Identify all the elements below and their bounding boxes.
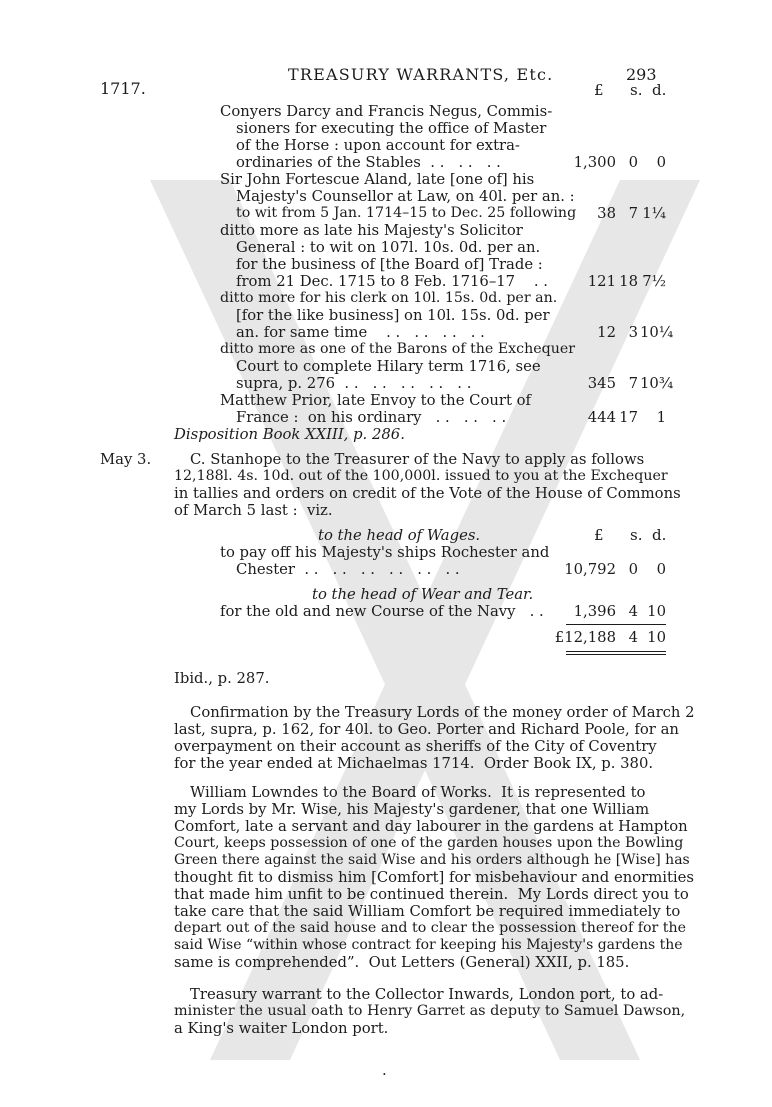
entry-line: Conyers Darcy and Francis Negus, Commis- — [220, 103, 553, 120]
amount-pounds: 1,300 — [573, 154, 616, 171]
entry-line: to pay off his Majesty's ships Rochester and — [220, 544, 550, 561]
amount-shillings: 18 — [619, 273, 638, 290]
entry-line: ditto more for his clerk on 10l. 15s. 0d. per an. — [220, 290, 558, 306]
entry-line: France : on his ordinary . . . . . . — [236, 409, 507, 426]
entry-line: ditto more as one of the Barons of the Exchequer — [220, 341, 576, 357]
entry-line: [for the like business] on 10l. 15s. 0d. per — [236, 307, 550, 324]
amount-pence: 0 — [656, 561, 666, 578]
amount-pence: 0 — [656, 154, 666, 171]
total-pence: 10 — [647, 629, 666, 646]
paragraph-line: last, supra, p. 162, for 40l. to Geo. Porter and Richard Poole, for an — [174, 721, 679, 738]
entry-line: sioners for executing the office of Master — [236, 120, 547, 137]
entry-line: in tallies and orders on credit of the Vote of the House of Commons — [174, 485, 681, 502]
paragraph-line: for the year ended at Michaelmas 1714. Order Book IX, p. 380. — [174, 755, 654, 772]
entry-line: of the Horse : upon account for extra- — [236, 137, 520, 154]
amount-pounds: 12 — [597, 324, 616, 341]
entry-line: Chester . . . . . . . . . . . . — [236, 561, 460, 578]
paragraph-line: same is comprehended”. Out Letters (General) XXII, p. 185. — [174, 954, 630, 971]
currency-pence-label: d. — [652, 526, 667, 544]
paragraph-line: William Lowndes to the Board of Works. It is represented to — [190, 784, 646, 801]
page-number: 293 — [626, 65, 657, 84]
paragraph-line: my Lords by Mr. Wise, his Majesty's gardener, that one William — [174, 801, 650, 818]
amount-pounds: 38 — [597, 205, 616, 222]
currency-shillings-label: s. — [630, 81, 643, 99]
paragraph-line: Confirmation by the Treasury Lords of the money order of March 2 — [190, 704, 695, 721]
entry-line: Majesty's Counsellor at Law, on 40l. per an. : — [236, 188, 575, 205]
section-heading: to the head of Wages. — [318, 527, 481, 544]
amount-shillings: 0 — [628, 561, 638, 578]
paragraph-line: Court, keeps possession of one of the garden houses upon the Bowling — [174, 835, 684, 851]
entry-line: for the old and new Course of the Navy . . — [220, 603, 544, 620]
amount-pence: 10 — [647, 603, 666, 620]
entry-line: Court to complete Hilary term 1716, see — [236, 358, 541, 375]
source-reference: Ibid., p. 287. — [174, 670, 270, 687]
currency-pence-label: d. — [652, 81, 667, 99]
currency-pounds-label: £ — [594, 526, 604, 544]
amount-shillings: 7 — [628, 205, 638, 222]
entry-line: ditto more as late his Majesty's Solicitor — [220, 222, 523, 239]
amount-shillings: 4 — [628, 603, 638, 620]
amount-pence: 10¼ — [640, 324, 674, 341]
paragraph-line: thought fit to dismiss him [Comfort] for misbehaviour and enormities — [174, 869, 695, 886]
footer-mark: . — [382, 1062, 387, 1079]
entry-line: Matthew Prior, late Envoy to the Court of — [220, 392, 532, 409]
entry-date: May 3. — [100, 451, 152, 468]
header-title: TREASURY WARRANTS, Etc. — [288, 65, 554, 84]
amount-pounds: 121 — [587, 273, 616, 290]
paragraph-line: a King's waiter London port. — [174, 1020, 389, 1037]
entry-line: an. for same time . . . . . . . . — [236, 324, 485, 341]
entry-line: Sir John Fortescue Aland, late [one of] his — [220, 171, 535, 188]
entry-line: from 21 Dec. 1715 to 8 Feb. 1716–17 . . — [236, 273, 548, 290]
paragraph-line: Comfort, late a servant and day labourer in the gardens at Hampton — [174, 818, 688, 835]
entry-line: of March 5 last : viz. — [174, 502, 333, 519]
paragraph-line: take care that the said William Comfort be required immediately to — [174, 903, 681, 920]
entry-line: for the business of [the Board of] Trade : — [236, 256, 543, 273]
total-double-rule-top — [566, 651, 666, 652]
entry-line: ordinaries of the Stables . . . . . . — [236, 154, 501, 171]
entry-line: to wit from 5 Jan. 1714–15 to Dec. 25 following — [236, 205, 577, 221]
paragraph-line: Green there against the said Wise and his orders although he [Wise] has — [174, 852, 690, 868]
currency-shillings-label: s. — [630, 526, 643, 544]
amount-shillings: 3 — [628, 324, 638, 341]
entry-line: General : to wit on 107l. 10s. 0d. per an. — [236, 239, 541, 256]
paragraph-line: minister the usual oath to Henry Garret as deputy to Samuel Dawson, — [174, 1003, 686, 1019]
paragraph-line: depart out of the said house and to clear the possession thereof for the — [174, 920, 687, 936]
sum-rule — [566, 624, 666, 625]
amount-pence: 1¼ — [642, 205, 666, 222]
amount-pounds: 345 — [587, 375, 616, 392]
paragraph-line: said Wise “within whose contract for keeping his Majesty's gardens the — [174, 937, 683, 953]
amount-pounds: 444 — [587, 409, 616, 426]
section-heading: to the head of Wear and Tear. — [312, 586, 534, 603]
entry-line: C. Stanhope to the Treasurer of the Navy to apply as follows — [190, 451, 645, 468]
total-shillings: 4 — [628, 629, 638, 646]
entry-line: 12,188l. 4s. 10d. out of the 100,000l. issued to you at the Exchequer — [174, 468, 668, 484]
amount-pence: 10¾ — [640, 375, 674, 392]
source-reference: Disposition Book XXIII, p. 286. — [174, 426, 405, 443]
paragraph-line: that made him unfit to be continued therein. My Lords direct you to — [174, 886, 689, 903]
amount-pence: 1 — [656, 409, 666, 426]
amount-shillings: 17 — [619, 409, 638, 426]
total-double-rule-bottom — [566, 654, 666, 655]
paragraph-line: overpayment on their account as sheriffs of the City of Coventry — [174, 738, 657, 755]
amount-shillings: 0 — [628, 154, 638, 171]
currency-pounds-label: £ — [594, 81, 604, 99]
paragraph-line: Treasury warrant to the Collector Inwards, London port, to ad- — [190, 986, 664, 1003]
amount-pounds: 1,396 — [573, 603, 616, 620]
amount-pence: 7½ — [642, 273, 666, 290]
amount-pounds: 10,792 — [564, 561, 616, 578]
amount-shillings: 7 — [628, 375, 638, 392]
entry-line: supra, p. 276 . . . . . . . . . . — [236, 375, 472, 392]
header-year: 1717. — [100, 79, 146, 98]
total-pounds: £12,188 — [554, 629, 616, 646]
